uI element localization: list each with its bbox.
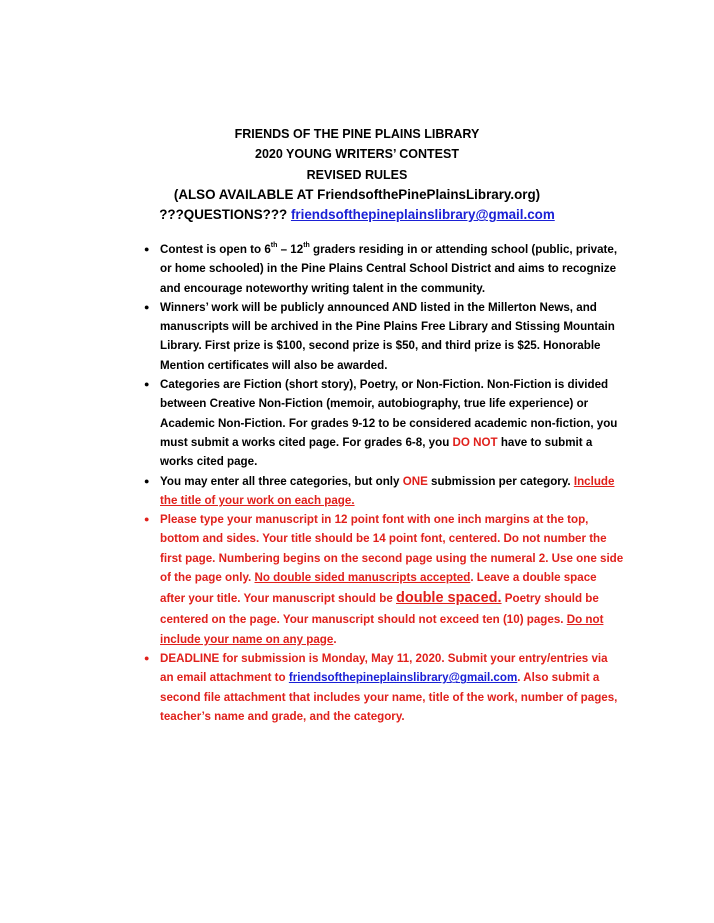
rule-line: Contest is open to 6th – 12th graders residing in or attending school (public, private, <box>160 242 618 256</box>
bullet-icon: ● <box>144 301 150 312</box>
questions-line <box>0 205 714 225</box>
rule-line: Mention certificates will also be awarded. <box>160 358 388 372</box>
bullet-icon: ● <box>144 475 150 486</box>
org-title: FRIENDS OF THE PINE PLAINS LIBRARY <box>234 127 480 141</box>
rule-line: and encourage noteworthy writing talent in the community. <box>160 281 486 295</box>
rule-eligibility <box>144 240 622 298</box>
rule-line: manuscripts will be archived in the Pine Plains Free Library and Stissing Mountain <box>160 320 615 334</box>
submission-email-link[interactable]: friendsofthepineplainslibrary@gmail.com <box>288 671 518 685</box>
rule-deadline <box>144 649 622 726</box>
rule-line: of the page only. No double sided manuscripts accepted. Leave a double space <box>160 571 597 585</box>
website-note: (ALSO AVAILABLE AT FriendsofthePinePlainsLibrary.org) <box>173 186 541 202</box>
rule-line: teacher’s name and grade, and the category. <box>160 709 405 723</box>
rule-categories <box>144 375 622 471</box>
rule-line: the title of your work on each page. <box>160 493 355 507</box>
rules-list <box>144 240 624 726</box>
rule-line: Winners’ work will be publicly announced AND listed in the Millerton News, and <box>160 300 597 314</box>
rule-line: works cited page. <box>160 455 258 469</box>
rule-line: include your name on any page. <box>160 632 337 646</box>
bullet-icon: ● <box>144 379 150 390</box>
bullet-icon: ● <box>144 652 150 663</box>
contact-email-link[interactable]: friendsofthepineplainslibrary@gmail.com <box>290 207 555 223</box>
do-not-include-name-emphasis: Do not <box>566 613 604 627</box>
contest-title: 2020 YOUNG WRITERS’ CONTEST <box>255 147 459 162</box>
rule-line: Library. First prize is $100, second prize is $50, and third prize is $25. Honorable <box>160 339 601 353</box>
rule-line: Please type your manuscript in 12 point font with one inch margins at the top, <box>160 513 589 527</box>
rule-winners <box>144 298 622 375</box>
rule-line: You may enter all three categories, but only ONE submission per category. Include <box>160 474 615 488</box>
rule-line: second file attachment that includes your name, title of the work, number of pages, <box>160 690 618 704</box>
rule-line: centered on the page. Your manuscript should not exceed ten (10) pages. Do not <box>160 613 604 627</box>
rule-line: DEADLINE for submission is Monday, May 11, 2020. Submit your entry/entries via <box>160 651 608 665</box>
include-title-emphasis: Include <box>573 474 615 488</box>
rule-line: or home schooled) in the Pine Plains Central School District and aims to recognize <box>160 262 617 276</box>
rule-entries <box>144 472 622 511</box>
bullet-icon: ● <box>144 514 150 525</box>
rule-line: bottom and sides. Your title should be 14 point font, centered. Do not number the <box>160 532 607 546</box>
one-emphasis: ONE <box>402 474 428 488</box>
no-double-sided-emphasis: No double sided manuscripts accepted <box>254 571 471 585</box>
rule-line: Academic Non-Fiction. For grades 9-12 to be considered academic non-fiction, you <box>160 416 618 430</box>
rule-line: between Creative Non-Fiction (memoir, autobiography, true life experience) or <box>160 397 589 411</box>
bullet-icon: ● <box>144 244 150 254</box>
questions-label: ???QUESTIONS??? <box>159 207 288 223</box>
do-not-emphasis: DO NOT <box>452 435 498 449</box>
rule-line: Categories are Fiction (short story), Poetry, or Non-Fiction. Non-Fiction is divided <box>160 378 609 392</box>
rule-line: must submit a works cited page. For grades 6-8, you DO NOT have to submit a <box>160 435 593 449</box>
rule-line: an email attachment to friendsofthepineplainslibrary@gmail.com. Also submit a <box>160 671 600 685</box>
rule-line: first page. Numbering begins on the second page using the numeral 2. Use one side <box>160 551 624 565</box>
double-spaced-emphasis: double spaced. <box>396 590 502 607</box>
rule-line: after your title. Your manuscript should be double spaced. Poetry should be <box>160 590 599 607</box>
document-header <box>0 124 714 225</box>
rule-formatting <box>144 510 624 649</box>
revised-rules-title: REVISED RULES <box>306 167 408 182</box>
